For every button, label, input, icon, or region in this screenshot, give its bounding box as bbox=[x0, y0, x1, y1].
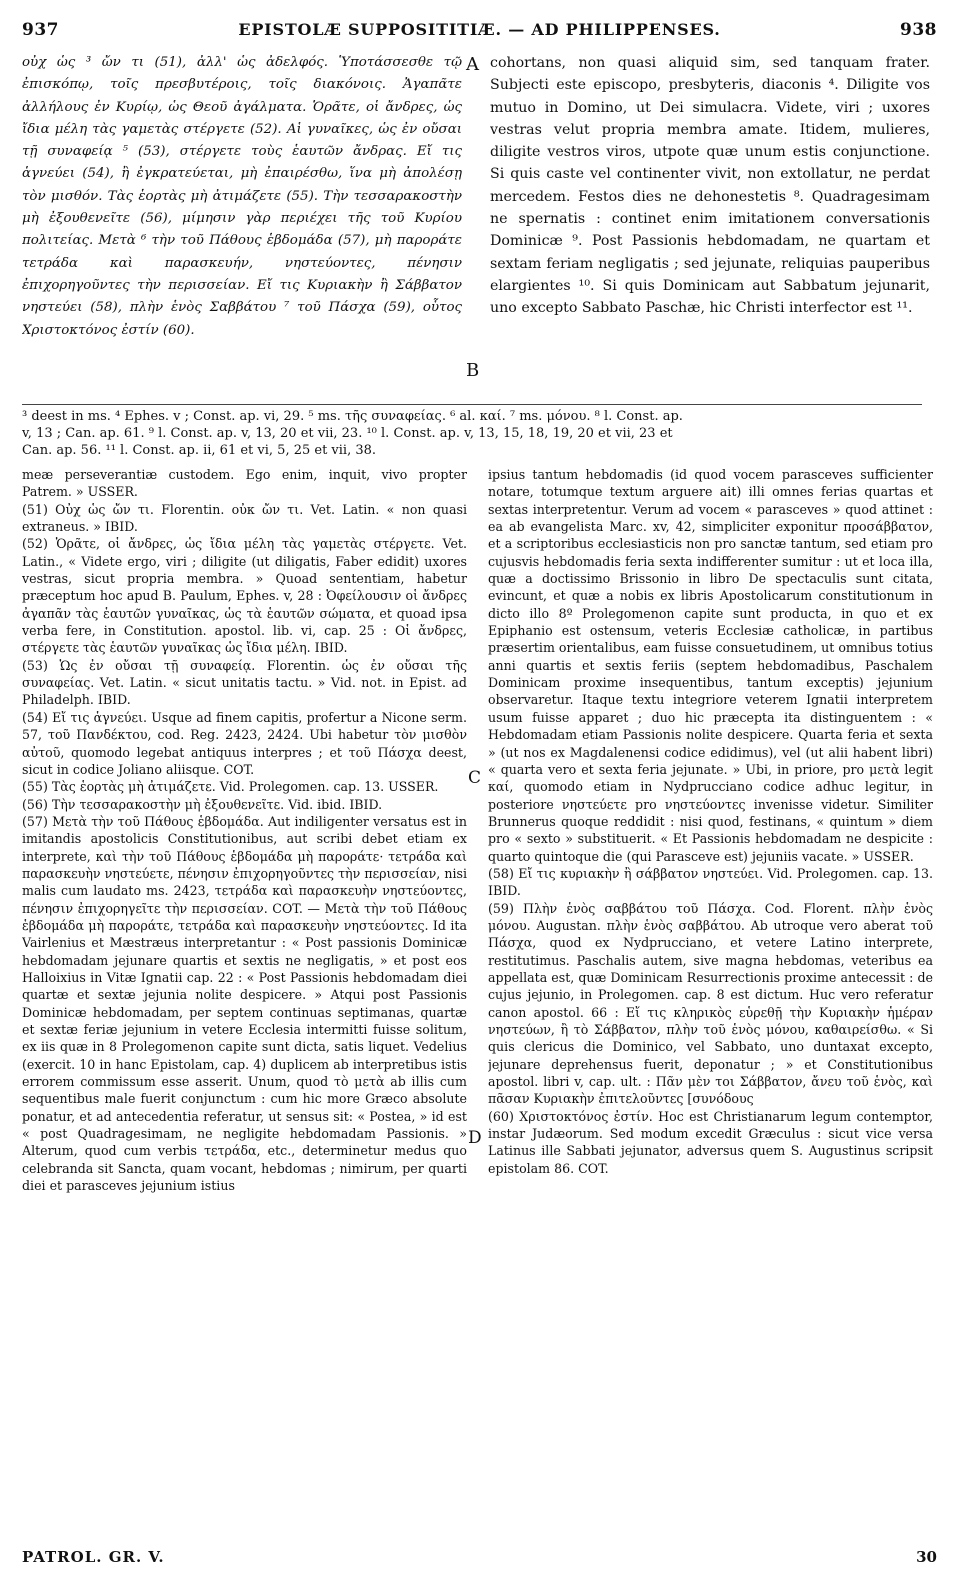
footnote-line: ³ deest in ms. ⁴ Ephes. v ; Const. ap. vi, 29. ⁵ ms. τῆς συναφείας. ⁶ al. καί. ⁷ ms. μόνου. ⁸ l. Const. ap. bbox=[22, 409, 683, 424]
note-paragraph: (52) Ὁρᾶτε, οἱ ἄνδρες, ὡς ἴδια μέλη τὰς γαμετὰς στέργετε. Vet. Latin., « Videte ergo, viri ; diligite (ut diligatis, Faber edidit) uxores vestras, sicut propria membra. » Quoad sententiam, habetur præceptum hoc apud B. Paulum, Ephes. v, 28 : Ὀφείλουσιν οἱ ἄνδρες ἀγαπᾶν τὰς ἑαυτῶν γυναῖκας, ὡς τὰ ἑαυτῶν σώματα, et quoad ipsa verba fere, in Constitution. apostol. lib. vi, cap. 25 : Οἱ ἄνδρες, στέργετε τὰς ἑαυτῶν γυναῖκας ὡς ἴδια μέλη. IBID. bbox=[22, 536, 467, 656]
margin-letter-c: C bbox=[468, 768, 482, 788]
greek-main-text bbox=[22, 52, 462, 402]
footnote-rule bbox=[22, 404, 922, 405]
running-title: EPISTOLÆ SUPPOSITITIÆ. — AD PHILIPPENSES. bbox=[238, 20, 721, 39]
margin-letter-d: D bbox=[468, 1128, 482, 1148]
page-header bbox=[22, 20, 937, 50]
notes-right-column bbox=[488, 466, 933, 1536]
note-paragraph: ipsius tantum hebdomadis (id quod vocem parasceves sufficienter notare, totumque textum arguere ait) illi omnes ferias quartas et sextas interpretentur. Verum ad vocem « parasceves » quod attinet : ea ab evangelista Marc. xv, 42, simpliciter exponitur προσάββατον, et a scriptoribus ecclesiasticis non pro sanctæ tantum, sed etiam pro cujusvis hebdomadis feria sexta indifferenter sumitur : ut et loca illa, quæ a doctissimo Brissonio in libro De spectaculis sunt citata, evincunt, et quæ a nobis ex libris Apostolicarum constitutionum in dicto illo 8º Prolegomenon capite sunt producta, in quo et ex Epiphanio est ostensum, veteris Ecclesiæ catholicæ, in partibus præsertim orientalibus, eam fuisse consuetudinem, ut omnibus totius anni quartis et sextis feriis (septem hebdomadibus, Paschalem Dominicam proxime insequentibus, tantum exceptis) jejunium observaretur. Itaque textu integriore veterem Ignatii interpretem usum fuisse apparet ; duo hic præcepta ita distinguentem : « Hebdomadam etiam Passionis nolite despicere. Quarta feria et sexta » (ut nos ex Magdalenensi codice edidimus), vel (ut alii habent libri) « quarta vero et sexta feria jejunate. » Ubi, in priore, pro μετὰ legit καί, quomodo etiam in Nydpruccianо codice adhuc legitur, in posteriore νηστεύετε pro νηστεύοντες invenisse videtur. Similiter Brunnerus quoque reddidit : nisi quod, festinans, « quintum » diem pro « sexto » substituerit. « Et Passionis hebdomadam ne despicite : quarto quintoque die (qui Parasceve est) jejuniis vacate. » USSER. bbox=[488, 467, 933, 864]
note-paragraph: (53) Ὡς ἐν οὔσαι τῇ συναφείᾳ. Florentin. ὡς ἐν οὔσαι τῆς συναφείας. Vet. Latin. « sicut unitatis tactu. » Vid. not. in Epist. ad Philadelph. IBID. bbox=[22, 657, 467, 708]
footer-signature: 30 bbox=[916, 1548, 937, 1566]
footnotes bbox=[22, 408, 937, 459]
note-paragraph: (60) Χριστοκτόνος ἐστίν. Hoc est Christianarum legum contemptor, instar Judæorum. Sed modum excedit Græculus : sicut vice versa Latinus ille Sabbati jejunator, adversus quem S. Augustinus scripsit epistolam 86. COT. bbox=[488, 1108, 933, 1176]
margin-letter-a: A bbox=[466, 54, 479, 75]
notes-left-column bbox=[22, 466, 467, 1536]
note-paragraph: (54) Εἴ τις ἁγνεύει. Usque ad finem capitis, profertur a Nicone serm. 57, τοῦ Πανδέκτου, cod. Reg. 2423, 2424. Ubi habetur τὸν μισθὸν αὐτοῦ, quomodo legebat antiquus interpres ; et τοῦ Πάσχα deest, sicut in codice Joliano aliisque. COT. bbox=[22, 709, 467, 777]
note-paragraph: (58) Εἴ τις κυριακὴν ἢ σάββατον νηστεύει. Vid. Prolegomen. cap. 13. IBID. bbox=[488, 865, 933, 899]
note-paragraph: (57) Μετὰ τὴν τοῦ Πάθους ἑβδομάδα. Aut indiligenter versatus est in imitandis apostolicis Constitutionibus, aut scribi debet etiam ex interprete, καὶ τὴν τοῦ Πάθους ἑβδομάδα μὴ παροράτε· τετράδα καὶ παρασκευὴν νηστεύετε, πένησιν ἐπιχορηγοῦντες τὴν περισσείαν, nisi malis cum laudato ms. 2423, τετράδα καὶ παρασκευὴν νηστεύοντες, πένησιν ἐπιχορηγεῖτε τὴν περισσείαν. COT. — Μετὰ τὴν τοῦ Πάθους ἑβδομάδα μὴ παροράτε, τετράδα καὶ παρασκευὴν νηστεύοντες. Id ita Vairlenius et Mæstræus interpretantur : « Post passionis Dominicæ hebdomadam jejunare quartis et sextis ne negligatis, » et post eos Halloixius in Vitæ Ignatii cap. 22 : « Post Passionis hebdomadam diei quartæ et sextæ jejunia nolite despicere. » Atqui post Passionis Dominicæ hebdomadam, per septem continuas septimanas, quartæ et sextæ feriæ jejunium in vetere Ecclesia intermitti fuisse solitum, ex iis quæ in 8 Prolegomenon capite sunt dicta, satis liquet. Vedelius (exercit. 10 in hanc Epistolam, cap. 4) duplicem ab interpretibus istis errorem commissum esse asserit. Unum, quod τὸ μετὰ ab illis cum sequentibus male fuerit conjunctum : cum hic more Græco absolute ponatur, et ad antecedentia referatur, ut sensus sit: « Postea, » id est « post Quadragesimam, ne negligite hebdomadam Passionis. » Alterum, quod cum verbis τετράδα, etc., determinetur medus quo celebranda sit Sancta, quam vocant, hebdomas ; nimirum, per quarti diei et parasceves jejunium istius bbox=[22, 813, 467, 1194]
left-page-number: 937 bbox=[22, 20, 59, 40]
latin-paragraph: cohortans, non quasi aliquid sim, sed tanquam frater. Subjecti este episcopo, presbyteris, diaconis ⁴. Diligite vos mutuo in Domino, ut Dei simulacra. Videte, viri ; uxores vestras velut propria membra amate. Itidem, mulieres, diligite vestros viros, utpote quæ unum estis conjunctione. Si quis caste vel continenter vivit, non extollatur, ne perdat mercedem. Festos dies ne dehonestetis ⁸. Quadragesimam ne spernatis : continet enim imitationem conversationis Dominicæ ⁹. Post Passionis hebdomadam, ne quartam et sextam feriam negligatis ; sed jejunate, reliquias pauperibus elargientes ¹⁰. Si quis Dominicam aut Sabbatum jejunarit, uno excepto Sabbato Paschæ, hic Christi interfector est ¹¹. bbox=[490, 55, 930, 317]
margin-letter-b: B bbox=[466, 360, 480, 381]
page-footer bbox=[22, 1548, 937, 1572]
footnote-line: v, 13 ; Can. ap. 61. ⁹ l. Const. ap. v, 13, 20 et vii, 23. ¹⁰ l. Const. ap. v, 13, 15, 18, 19, 20 et vii, 23 et bbox=[22, 426, 673, 441]
greek-paragraph: οὐχ ὡς ³ ὤν τι (51), ἀλλ' ὡς ἀδελφός. Ὑποτάσσεσθε τῷ ἐπισκόπῳ, τοῖς πρεσβυτέροις, τοῖς διακόνοις. Ἀγαπᾶτε ἀλλήλους ἐν Κυρίῳ, ὡς Θεοῦ ἀγάλματα. Ὁρᾶτε, οἱ ἄνδρες, ὡς ἴδια μέλη τὰς γαμετὰς στέργετε (52). Αἱ γυναῖκες, ὡς ἐν οὔσαι τῇ συναφείᾳ ⁵ (53), στέργετε τοὺς ἑαυτῶν ἄνδρας. Εἴ τις ἁγνεύει (54), ἢ ἐγκρατεύεται, μὴ ἐπαιρέσθω, ἵνα μὴ ἀπολέσῃ τὸν μισθόν. Τὰς ἑορτὰς μὴ ἀτιμάζετε (55). Τὴν τεσσαρακοστὴν μὴ ἐξουθενεῖτε (56), μίμησιν γὰρ περιέχει τῆς τοῦ Κυρίου πολιτείας. Μετὰ ⁶ τὴν τοῦ Πάθους ἑβδομάδα (57), μὴ παροράτε τετράδα καὶ παρασκευήν, νηστεύοντες, πένησιν ἐπιχορηγοῦντες τὴν περισσείαν. Εἴ τις Κυριακὴν ἢ Σάββατον νηστεύει (58), πλὴν ἑνὸς Σαββάτου ⁷ τοῦ Πάσχα (59), οὗτος Χριστοκτόνος ἐστίν (60). bbox=[22, 55, 462, 338]
note-paragraph: (56) Τὴν τεσσαρακοστὴν μὴ ἐξουθενεῖτε. Vid. ibid. IBID. bbox=[22, 796, 383, 812]
latin-main-text bbox=[490, 52, 930, 402]
footer-series: PATROL. GR. V. bbox=[22, 1548, 165, 1566]
note-paragraph: meæ perseverantiæ custodem. Ego enim, inquit, vivo propter Patrem. » USSER. bbox=[22, 467, 467, 500]
note-paragraph: (51) Οὐχ ὡς ὤν τι. Florentin. οὐκ ὤν τι. Vet. Latin. « non quasi extraneus. » IBID. bbox=[22, 501, 467, 535]
right-page-number: 938 bbox=[900, 20, 937, 40]
note-paragraph: (55) Τὰς ἑορτὰς μὴ ἀτιμάζετε. Vid. Prolegomen. cap. 13. USSER. bbox=[22, 779, 439, 795]
footnote-line: Can. ap. 56. ¹¹ l. Const. ap. ii, 61 et vi, 5, 25 et vii, 38. bbox=[22, 443, 377, 458]
note-paragraph: (59) Πλὴν ἑνὸς σαββάτου τοῦ Πάσχα. Cod. Florent. πλὴν ἑνὸς μόνου. Augustan. πλὴν ἑνὸς σαββάτου. Ab utroque vero aberat τοῦ Πάσχα, quod ex Nydprucciano, et vetere Latino interprete, restitutimus. Paschalis autem, sive magna hebdomas, veteribus ea appellata est, quæ Dominicam Resurrectionis proxime antecessit : de cujus jejunio, in Prolegomen. cap. 8 est dictum. Huc vero referatur canon apostol. 66 : Εἴ τις κληρικὸς εὑρεθῇ τὴν Κυριακὴν ἡμέραν νηστεύων, ἢ τὸ Σάββατον, πλὴν τοῦ ἑνὸς μόνου, καθαιρείσθω. « Si quis clericus die Dominico, vel Sabbato, uno duntaxat excepto, jejunare deprehensus fuerit, deponatur ; » et Constitutionibus apostol. libri v, cap. ult. : Πᾶν μὲν τοι Σάββατον, ἄνευ τοῦ ἑνὸς, καὶ πᾶσαν Κυριακὴν ἐπιτελοῦντες [συνόδους bbox=[488, 900, 933, 1107]
